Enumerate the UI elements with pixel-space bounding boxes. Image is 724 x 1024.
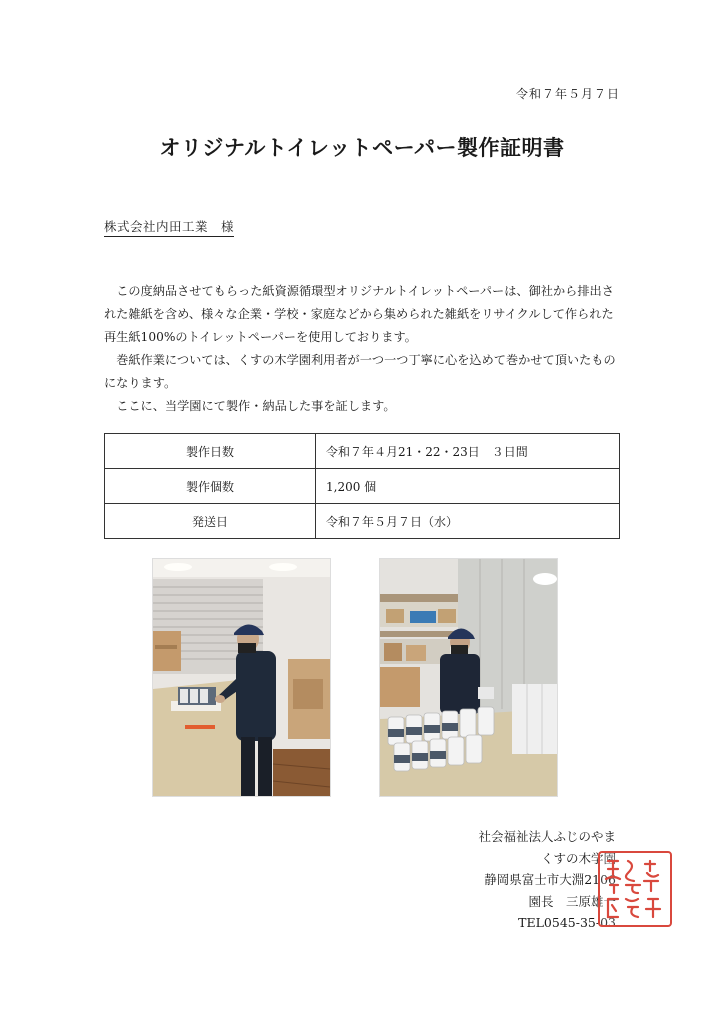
issue-date: 令和７年５月７日	[515, 87, 620, 101]
table-label: 製作個数	[105, 469, 316, 504]
body-paragraph: この度納品させてもらった紙資源循環型オリジナルトイレットペーパーは、御社から排出された雑紙を含め、様々な企業・学校・家庭などから集められた雑紙をリサイクルして作られた再生紙100%のトイレットペーパーを使用しております。	[104, 284, 614, 344]
table-row	[105, 434, 620, 469]
table-row	[105, 504, 620, 539]
table-value: 令和７年５月７日（水）	[316, 504, 620, 539]
address: 静岡県富士市大淵2106	[484, 872, 616, 887]
document-title: オリジナルトイレットペーパー製作証明書	[159, 135, 565, 160]
body-paragraph: 巻紙作業については、くすの木学園利用者が一つ一つ丁寧に心を込めて巻かせて頂いたものになります。	[104, 353, 616, 390]
recipient-name: 株式会社内田工業 様	[104, 217, 234, 237]
issuer-signature-block	[478, 826, 616, 934]
table-value: 1,200 個	[316, 469, 620, 504]
table-label: 製作日数	[105, 434, 316, 469]
production-info-table	[104, 433, 620, 539]
photo-worker-with-stacked-rolls	[379, 558, 558, 797]
facility-name: くすの木学園	[540, 850, 616, 866]
director-name: 園長 三原雄一	[528, 893, 616, 909]
body-paragraph: ここに、当学園にて製作・納品した事を証します。	[116, 399, 396, 413]
table-label: 発送日	[105, 504, 316, 539]
phone-number: TEL0545-35-03	[518, 915, 616, 930]
photo-worker-wrapping-rolls	[152, 558, 331, 797]
table-value: 令和７年４月21・22・23日 ３日間	[316, 434, 620, 469]
organization-name: 社会福祉法人ふじのやま	[478, 829, 616, 844]
body-text	[104, 280, 620, 418]
table-row	[105, 469, 620, 504]
red-seal-stamp	[598, 851, 672, 927]
